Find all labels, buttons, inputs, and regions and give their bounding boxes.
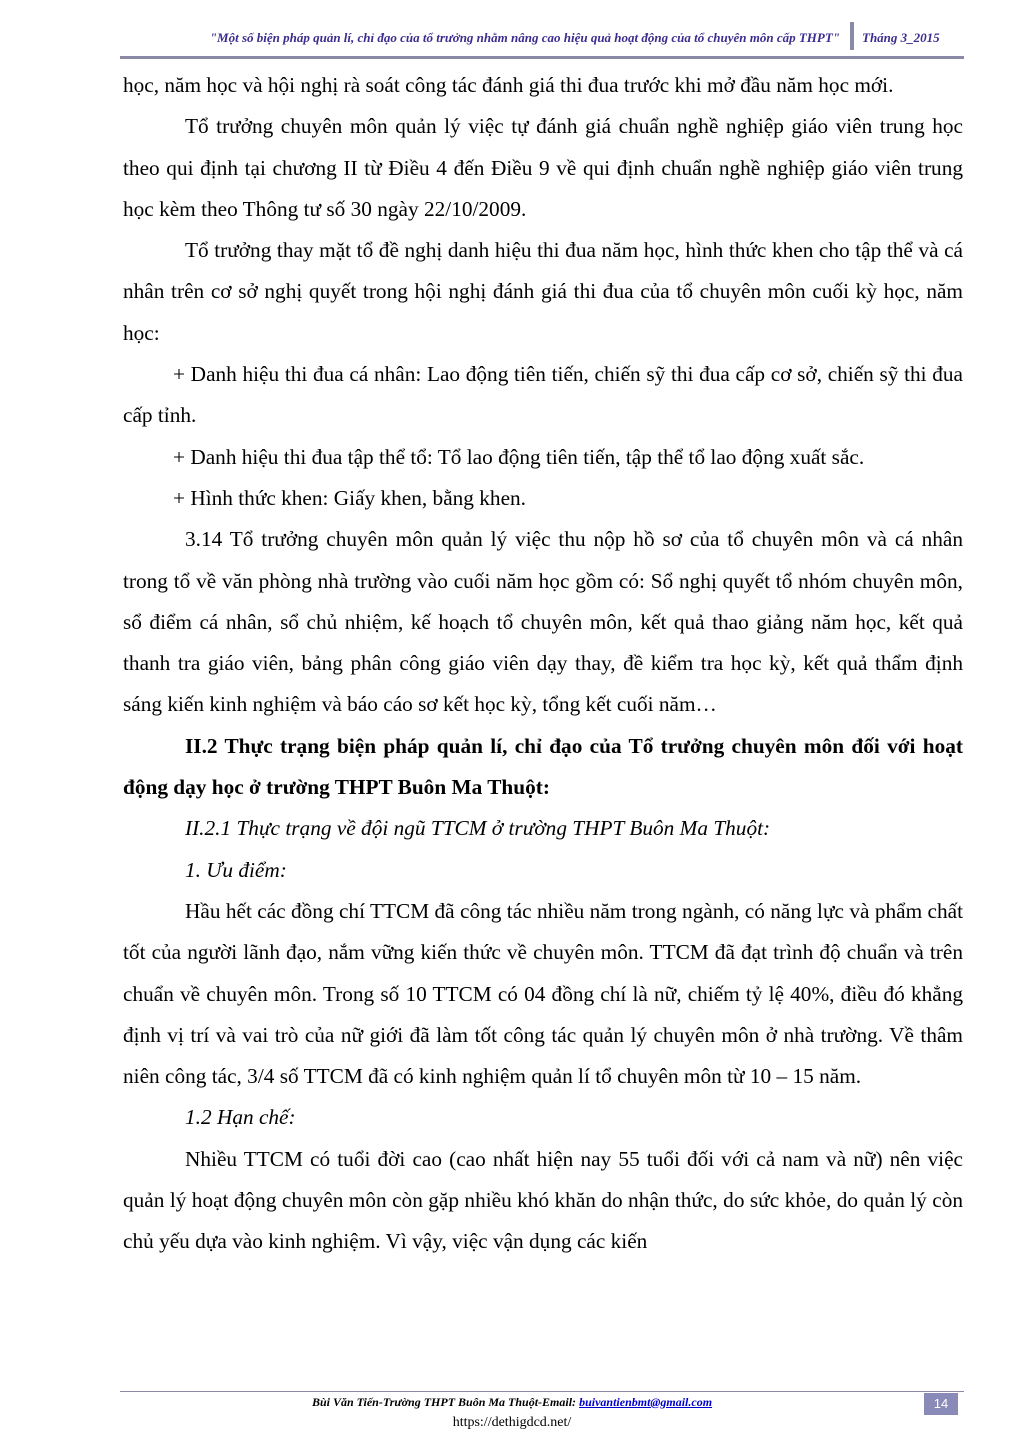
paragraph: Hầu hết các đồng chí TTCM đã công tác nhiều năm trong ngành, có năng lực và phẩm chất tốt của người lãnh đạo, nắm vững kiến thức về chuyên môn. TTCM đã đạt trình độ chuẩn và trên chuẩn về chuyên môn. Trong số 10 TTCM có 04 đồng chí là nữ, chiếm tỷ lệ 40%, điều đó khẳng định vị trí và vai trò của nữ giới đã làm tốt công tác quản lý chuyên môn ở nhà trường. Về thâm niên công tác, 3/4 số TTCM đã có kinh nghiệm quản lí tổ chuyên môn từ 10 – 15 năm. — [123, 898, 963, 1089]
paragraph: 3.14 Tổ trưởng chuyên môn quản lý việc thu nộp hồ sơ của tổ chuyên môn và cá nhân trong tổ về văn phòng nhà trường vào cuối năm học gồm có: Sổ nghị quyết tổ nhóm chuyên môn, sổ điểm cá nhân, sổ chủ nhiệm, kế hoạch tổ chuyên môn, kết quả thao giảng năm học, kết quả thanh tra giáo viên, bảng phân công giáo viên dạy thay, đề kiểm tra học kỳ, kết quả thẩm định sáng kiến kinh nghiệm và báo cáo sơ kết học kỳ, tổng kết cuối năm… — [123, 527, 963, 717]
paragraph: Nhiều TTCM có tuổi đời cao (cao nhất hiện nay 55 tuổi đối với cả nam và nữ) nên việc quản lý hoạt động chuyên môn còn gặp nhiều khó khăn do nhận thức, do sức khỏe, do quản lý còn chủ yếu dựa vào kinh nghiệm. Vì vậy, việc vận dụng các kiến — [123, 1146, 963, 1254]
paragraph: Tổ trưởng thay mặt tổ đề nghị danh hiệu thi đua năm học, hình thức khen cho tập thể và cá nhân trên cơ sở nghị quyết trong hội nghị đánh giá thi đua của tổ chuyên môn cuối kỳ học, năm học: — [123, 238, 963, 345]
section-heading: II.2 Thực trạng biện pháp quản lí, chỉ đạo của Tổ trưởng chuyên môn đối với hoạt động dạy học ở trường THPT Buôn Ma Thuột: — [123, 733, 963, 800]
footer-author — [120, 1395, 904, 1410]
subsection-heading: II.2.1 Thực trạng về đội ngũ TTCM ở trường THPT Buôn Ma Thuột: — [185, 816, 771, 841]
header-date: Tháng 3_2015 — [862, 30, 940, 45]
page-header — [0, 22, 1024, 62]
paragraph: Tổ trưởng chuyên môn quản lý việc tự đánh giá chuẩn nghề nghiệp giáo viên trung học theo qui định tại chương II từ Điều 4 đến Điều 9 về qui định chuẩn nghề nghiệp giáo viên trung học kèm theo Thông tư số 30 ngày 22/10/2009. — [123, 114, 963, 221]
list-item: + Danh hiệu thi đua cá nhân: Lao động tiên tiến, chiến sỹ thi đua cấp cơ sở, chiến sỹ thi đua cấp tỉnh. — [123, 362, 963, 428]
list-item: + Hình thức khen: Giấy khen, bằng khen. — [173, 485, 526, 510]
subsection-heading: 1. Ưu điểm: — [185, 857, 287, 882]
subsection-heading: 1.2 Hạn chế: — [185, 1105, 296, 1130]
footer-rule — [120, 1391, 964, 1392]
header-rule — [120, 56, 964, 59]
header-title: "Một số biện pháp quản lí, chỉ đạo của tổ trưởng nhằm nâng cao hiệu quả hoạt động của tổ chuyên môn cấp THPT" — [209, 30, 840, 45]
footer-email-link[interactable]: buivantienbmt@gmail.com — [579, 1395, 713, 1409]
paragraph: học, năm học và hội nghị rà soát công tác đánh giá thi đua trước khi mở đầu năm học mới. — [123, 73, 894, 97]
document-body — [123, 65, 963, 1263]
header-separator — [850, 22, 854, 50]
footer-url: https://dethigdcd.net/ — [452, 1415, 572, 1430]
page-number: 14 — [924, 1393, 958, 1415]
list-item: + Danh hiệu thi đua tập thể tổ: Tổ lao động tiên tiến, tập thể tổ lao động xuất sắc. — [173, 444, 865, 469]
footer-author-text: Bùi Văn Tiến-Trường THPT Buôn Ma Thuột-Email: — [311, 1395, 580, 1409]
